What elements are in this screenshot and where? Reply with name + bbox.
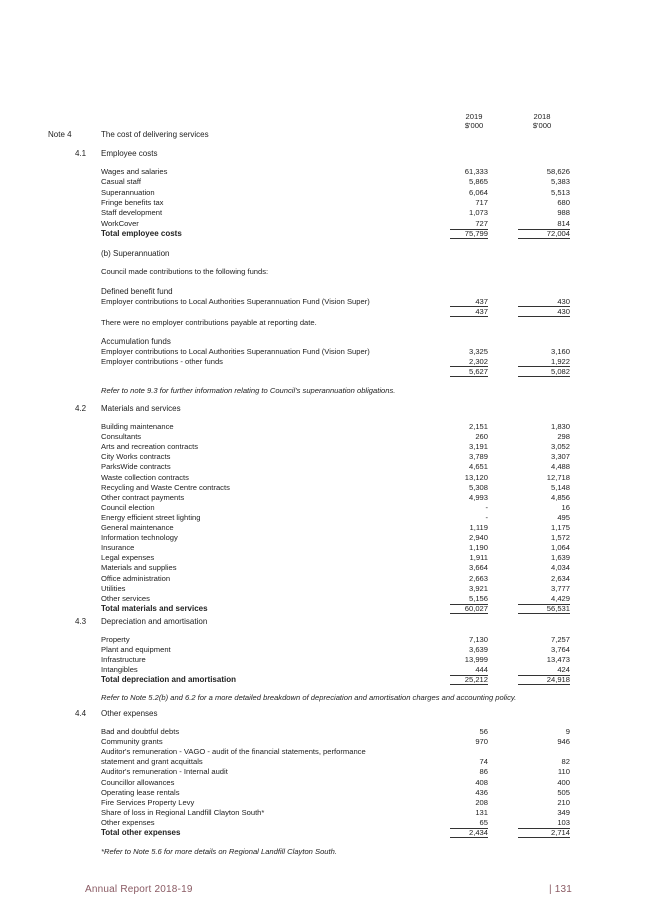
other-expenses-row-2018: 82: [561, 757, 570, 767]
col-2018-header: 2018: [533, 112, 551, 121]
materials-row-label: Materials and supplies: [101, 563, 177, 573]
other-expenses-row-2018: 110: [557, 767, 570, 777]
total-rule: [450, 684, 488, 685]
depreciation-total-2019: 25,212: [464, 675, 488, 685]
section-4-2-title: Materials and services: [101, 404, 181, 413]
other-expenses-row-2018: 210: [557, 797, 570, 807]
materials-row-2018: 2,634: [550, 573, 570, 583]
employee-costs-row-label: Superannuation: [101, 187, 155, 197]
materials-row-label: Consultants: [101, 432, 142, 442]
materials-row-2019: 4,993: [468, 492, 488, 502]
materials-row-label: Legal expenses: [101, 553, 155, 563]
col-2019-header: 2019: [465, 112, 483, 121]
other-expenses-row-label: Fire Services Property Levy: [101, 797, 195, 807]
depreciation-row-2018: 13,473: [546, 655, 570, 665]
materials-total-label: Total materials and services: [101, 603, 208, 613]
other-expenses-row-label: Auditor's remuneration - Internal audit: [101, 767, 228, 777]
materials-row-label: Insurance: [101, 543, 135, 553]
materials-row-2018: 4,856: [550, 492, 570, 502]
other-expenses-total-label: Total other expenses: [101, 828, 181, 837]
materials-row-2019: 3,921: [468, 583, 488, 593]
other-expenses-row-2018: 400: [557, 777, 570, 787]
other-expenses-row-2018: 103: [557, 817, 570, 827]
other-expenses-row-label: Councillor allowances: [101, 777, 175, 787]
total-rule: [450, 238, 488, 239]
section-4-1-title: Employee costs: [101, 149, 158, 158]
defined-benefit-note: There were no employer contributions payable at reporting date.: [101, 318, 317, 327]
other-expenses-row-2019: 65: [479, 817, 488, 827]
materials-row-label: Council election: [101, 502, 155, 512]
other-expenses-row-label: Share of loss in Regional Landfill Clayton South*: [101, 807, 265, 817]
materials-row-2018: 298: [557, 432, 570, 442]
materials-row-2018: 12,718: [546, 472, 570, 482]
other-expenses-row-2019: 436: [475, 787, 488, 797]
materials-row-2019: 2,940: [468, 533, 488, 543]
total-rule: [518, 684, 570, 685]
materials-row-label: Information technology: [101, 533, 178, 543]
materials-row-2018: 1,572: [550, 533, 570, 543]
total-rule: [518, 238, 570, 239]
depreciation-row-2019: 3,639: [468, 645, 488, 655]
defined-benefit-2019: 437: [475, 297, 488, 306]
materials-row-label: Energy efficient street lighting: [101, 512, 201, 522]
materials-row-2019: 1,119: [469, 523, 488, 532]
employee-costs-row-label: Wages and salaries: [101, 167, 168, 176]
section-4-4-title: Other expenses: [101, 709, 158, 718]
total-rule: [518, 837, 570, 838]
depreciation-total-label: Total depreciation and amortisation: [101, 675, 236, 685]
depreciation-total-2018: 24,918: [546, 675, 570, 685]
accumulation-row-2018: 3,160: [550, 347, 570, 356]
employee-costs-row-2018: 5,513: [550, 187, 570, 197]
other-expenses-row-2019: 970: [475, 737, 488, 747]
depreciation-row-2019: 13,999: [464, 655, 488, 665]
materials-row-2018: 3,777: [550, 583, 570, 593]
materials-row-2018: 1,175: [550, 523, 570, 532]
materials-row-2019: 13,120: [464, 472, 488, 482]
materials-row-2019: 3,191: [468, 442, 488, 452]
landfill-refer-note: *Refer to Note 5.6 for more details on Regional Landfill Clayton South.: [101, 847, 337, 856]
materials-row-label: City Works contracts: [101, 452, 171, 462]
other-expenses-row-2019: 408: [475, 777, 488, 787]
materials-row-2019: 3,664: [468, 563, 488, 573]
materials-row-2018: 3,307: [550, 452, 570, 462]
defined-benefit-2018: 430: [557, 297, 570, 306]
depreciation-row-label: Infrastructure: [101, 655, 146, 665]
employee-costs-total-2019: 75,799: [464, 228, 488, 238]
materials-row-2018: 3,052: [550, 442, 570, 452]
employee-costs-row-label: Fringe benefits tax: [101, 197, 164, 207]
employee-costs-row-2018: 5,383: [550, 177, 570, 187]
employee-costs-row-2018: 814: [557, 218, 570, 228]
materials-row-2019: 260: [475, 432, 488, 442]
materials-row-2019: -: [485, 502, 488, 512]
note-title: The cost of delivering services: [101, 130, 209, 139]
depreciation-row-2018: 424: [557, 665, 570, 675]
materials-row-2019: -: [485, 512, 488, 522]
other-expenses-row-label: statement and grant acquittals: [101, 757, 203, 767]
depreciation-refer-note: Refer to Note 5.2(b) and 6.2 for a more detailed breakdown of depreciation and amortisation charges and accounting policy.: [101, 693, 517, 702]
section-4-2-number: 4.2: [75, 404, 87, 413]
other-expenses-row-2019: 56: [479, 727, 488, 736]
employee-costs-row-2019: 727: [475, 218, 488, 228]
defined-benefit-total-2018: 430: [557, 307, 570, 316]
accumulation-total-2019: 5,627: [468, 367, 488, 376]
materials-row-2018: 16: [561, 502, 570, 512]
depreciation-row-label: Plant and equipment: [101, 645, 171, 655]
other-expenses-row-label: Other expenses: [101, 817, 155, 827]
depreciation-row-2019: 7,130: [468, 635, 488, 644]
depreciation-row-label: Intangibles: [101, 665, 138, 675]
accumulation-row-label: Employer contributions - other funds: [101, 357, 223, 366]
employee-costs-row-2019: 61,333: [464, 167, 488, 176]
materials-row-label: Office administration: [101, 573, 171, 583]
depreciation-row-label: Property: [101, 635, 130, 644]
materials-row-label: ParksWide contracts: [101, 462, 171, 472]
other-expenses-row-label: Community grants: [101, 737, 163, 747]
employee-costs-row-2019: 717: [475, 197, 488, 207]
employee-costs-row-2018: 680: [557, 197, 570, 207]
employee-costs-row-2019: 1,073: [468, 208, 488, 218]
section-4-3-number: 4.3: [75, 617, 87, 626]
accumulation-row-2018: 1,922: [550, 357, 570, 366]
materials-row-2019: 1,190: [468, 543, 488, 553]
defined-benefit-heading: Defined benefit fund: [101, 287, 173, 296]
other-expenses-row-2018: 349: [557, 807, 570, 817]
defined-benefit-total-2019: 437: [475, 307, 488, 316]
total-rule: [518, 613, 570, 614]
materials-row-label: Building maintenance: [101, 422, 174, 431]
employee-costs-row-label: WorkCover: [101, 218, 139, 228]
materials-row-2019: 5,308: [468, 482, 488, 492]
materials-row-2018: 1,639: [550, 553, 570, 563]
other-expenses-row-label: Bad and doubtful debts: [101, 727, 180, 736]
footer-page-number: | 131: [549, 884, 573, 895]
accumulation-heading: Accumulation funds: [101, 337, 171, 346]
superannuation-refer-note: Refer to note 9.3 for further information relating to Council's superannuation obligations.: [101, 386, 396, 395]
other-expenses-row-2019: 131: [475, 807, 488, 817]
depreciation-row-2018: 3,764: [550, 645, 570, 655]
materials-row-2018: 5,148: [550, 482, 570, 492]
section-4-1-number: 4.1: [75, 149, 87, 158]
note-label: Note 4: [48, 130, 72, 139]
employee-costs-total-2018: 72,004: [546, 228, 570, 238]
other-expenses-row-2018: 9: [565, 727, 570, 736]
materials-row-label: Arts and recreation contracts: [101, 442, 199, 452]
employee-costs-row-2019: 5,865: [468, 177, 488, 187]
other-expenses-row-label: Operating lease rentals: [101, 787, 180, 797]
materials-row-label: Utilities: [101, 583, 126, 593]
materials-row-label: Other services: [101, 593, 150, 603]
materials-row-label: Recycling and Waste Centre contracts: [101, 482, 230, 492]
materials-row-2018: 4,034: [550, 563, 570, 573]
employee-costs-row-2018: 988: [557, 208, 570, 218]
materials-row-2018: 1,830: [550, 422, 570, 431]
other-expenses-row-label: Auditor's remuneration - VAGO - audit of the financial statements, performance: [101, 747, 366, 757]
materials-total-2018: 56,531: [546, 603, 570, 613]
other-expenses-total-2018: 2,714: [550, 828, 570, 837]
footer-report-title: Annual Report 2018-19: [85, 884, 193, 895]
section-4-3-title: Depreciation and amortisation: [101, 617, 208, 626]
accumulation-row-2019: 3,325: [468, 347, 488, 356]
employee-costs-row-label: Casual staff: [101, 177, 141, 187]
employee-costs-total-label: Total employee costs: [101, 228, 182, 238]
total-rule: [450, 613, 488, 614]
superannuation-intro: Council made contributions to the following funds:: [101, 267, 269, 276]
col-2019-unit: $'000: [464, 121, 484, 130]
materials-row-2019: 2,151: [468, 422, 488, 431]
other-expenses-row-2018: 505: [557, 787, 570, 797]
defined-benefit-label: Employer contributions to Local Authorities Superannuation Fund (Vision Super): [101, 297, 370, 306]
employee-costs-row-2018: 58,626: [546, 167, 570, 176]
materials-row-2018: 4,488: [550, 462, 570, 472]
other-expenses-row-2018: 946: [557, 737, 570, 747]
materials-row-2018: 495: [557, 512, 570, 522]
other-expenses-total-2019: 2,434: [468, 828, 488, 837]
total-rule: [450, 837, 488, 838]
col-2018-unit: $'000: [532, 121, 552, 130]
superannuation-heading: (b) Superannuation: [101, 249, 170, 258]
accumulation-row-label: Employer contributions to Local Authorities Superannuation Fund (Vision Super): [101, 347, 370, 356]
materials-row-2018: 4,429: [550, 593, 570, 603]
other-expenses-row-2019: 208: [475, 797, 488, 807]
materials-row-2019: 2,663: [468, 573, 488, 583]
materials-row-2019: 1,911: [469, 553, 488, 563]
depreciation-row-2018: 7,257: [550, 635, 570, 644]
materials-row-2019: 4,651: [468, 462, 488, 472]
materials-total-2019: 60,027: [464, 603, 488, 613]
materials-row-2019: 5,156: [468, 593, 488, 603]
materials-row-label: Waste collection contracts: [101, 472, 189, 482]
materials-row-label: General maintenance: [101, 523, 174, 532]
depreciation-row-2019: 444: [475, 665, 488, 675]
materials-row-label: Other contract payments: [101, 492, 185, 502]
accumulation-row-2019: 2,302: [468, 357, 488, 366]
section-4-4-number: 4.4: [75, 709, 87, 718]
materials-row-2018: 1,064: [550, 543, 570, 553]
materials-row-2019: 3,789: [468, 452, 488, 462]
other-expenses-row-2019: 74: [479, 757, 488, 767]
employee-costs-row-label: Staff development: [101, 208, 163, 218]
employee-costs-row-2019: 6,064: [468, 187, 488, 197]
accumulation-total-2018: 5,082: [550, 367, 570, 376]
other-expenses-row-2019: 86: [479, 767, 488, 777]
